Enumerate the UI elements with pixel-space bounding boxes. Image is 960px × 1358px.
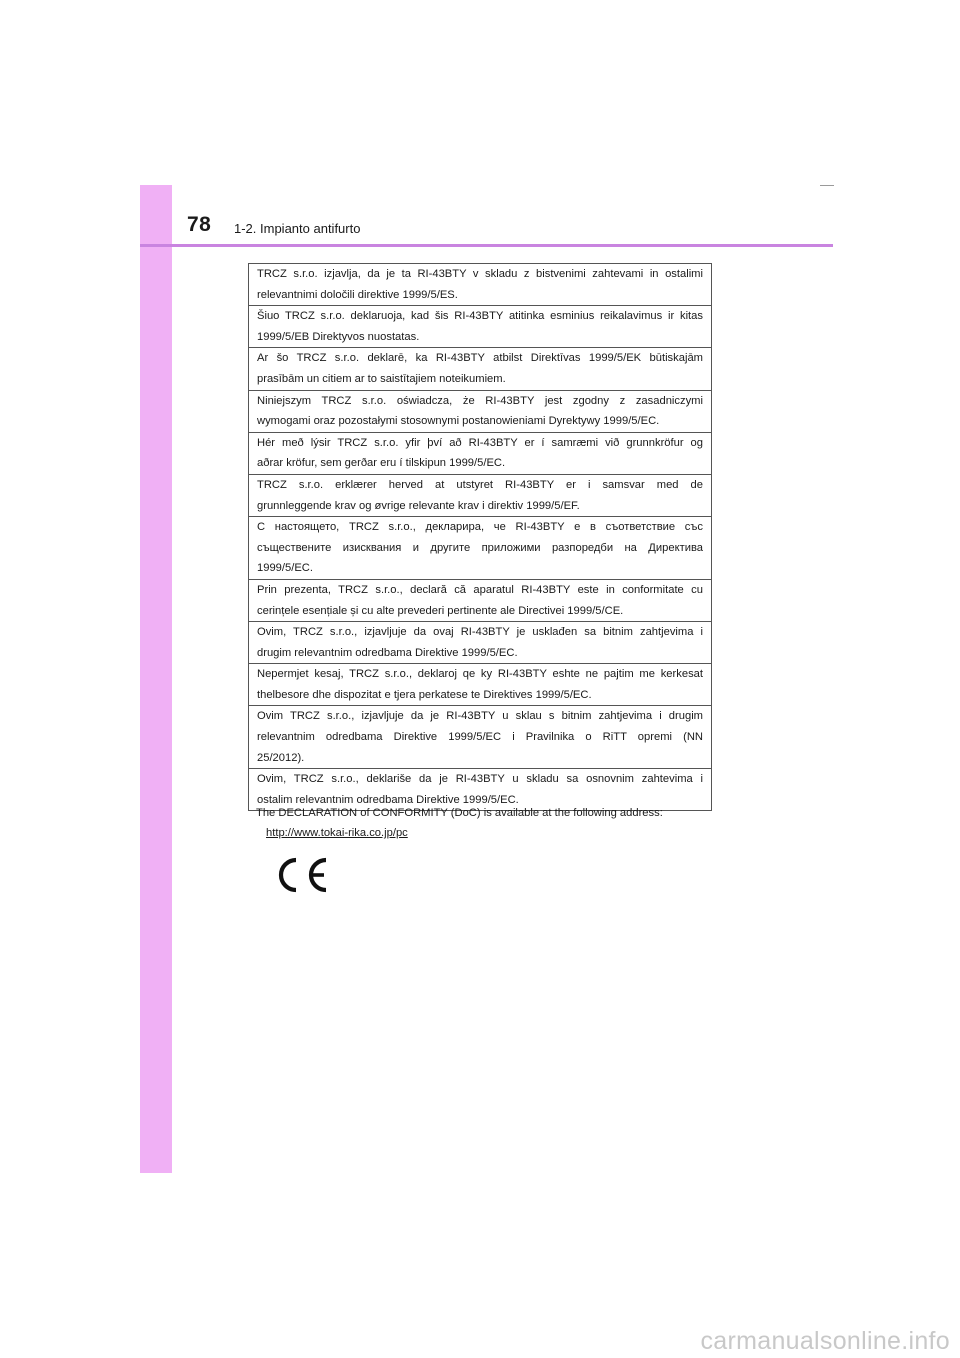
declaration-line: 25/2012). (257, 751, 305, 764)
declaration-line: TRCZ s.r.o. izjavlja, da je ta RI-43BTY v skladu z bistvenimi zahtevami in ostalimi (257, 268, 703, 280)
declaration-row (248, 391, 712, 433)
corner-mark (820, 185, 834, 186)
declaration-line: Ovim TRCZ s.r.o., izjavljuje da je RI-43BTY u sklau s bitnim zahtjevima i drugim (257, 710, 703, 723)
declaration-line: Šiuo TRCZ s.r.o. deklaruoja, kad šis RI-43BTY atitinka esminius reikalavimus ir kitas (257, 310, 703, 323)
section-title: 1-2. Impianto antifurto (234, 221, 361, 236)
declaration-line: Niniejszym TRCZ s.r.o. oświadcza, że RI-43BTY jest zgodny z zasadniczymi (257, 394, 703, 407)
declaration-row (248, 664, 712, 706)
declaration-row (248, 622, 712, 664)
declaration-row (248, 348, 712, 390)
declaration-row (248, 475, 712, 517)
declaration-row (248, 769, 712, 811)
side-tab (140, 185, 172, 1173)
declaration-line: ostalim relevantnim odredbama Direktive 1999/5/EC. (257, 793, 519, 806)
ce-mark-icon (272, 856, 330, 894)
declaration-row (248, 706, 712, 769)
declaration-line: Hér með lýsir TRCZ s.r.o. yfir því að RI-43BTY er í samræmi við grunnkröfur og (257, 436, 703, 449)
declaration-line: 1999/5/EC. (257, 562, 313, 575)
declaration-line: Ovim, TRCZ s.r.o., deklariše da je RI-43BTY u skladu sa osnovnim zahtevima i (257, 773, 703, 786)
declaration-row (248, 433, 712, 475)
page-number: 78 (187, 213, 212, 236)
declaration-line: 1999/5/EB Direktyvos nuostatas. (257, 330, 420, 343)
declaration-row (248, 306, 712, 348)
declaration-row (248, 517, 712, 580)
declaration-line: съществените изисквания и другите приложими разпоредби на Директива (257, 541, 703, 554)
declaration-line: aðrar kröfur, sem gerðar eru í tilskipun 1999/5/EC. (257, 457, 506, 470)
declaration-line: Ar šo TRCZ s.r.o. deklarē, ka RI-43BTY atbilst Direktīvas 1999/5/EK būtiskajām (257, 352, 703, 365)
declaration-line: Ovim, TRCZ s.r.o., izjavljuje da ovaj RI-43BTY je usklađen sa bitnim zahtjevima i (257, 626, 703, 639)
declaration-line: drugim relevantnim odredbama Direktive 1999/5/EC. (257, 646, 518, 659)
watermark: carmanualsonline.info (700, 1327, 950, 1355)
header-tab (140, 185, 172, 244)
doc-availability-note: The DECLARATION of CONFORMITY (DoC) is available at the following address: (256, 807, 663, 819)
declaration-line: cerințele esențiale și cu alte prevederi pertinente ale Directivei 1999/5/CE. (257, 604, 624, 617)
declaration-line: Nepermjet kesaj, TRCZ s.r.o., deklaroj qe ky RI-43BTY eshte ne pajtim me kerkesat (257, 668, 703, 681)
declaration-line: thelbesore dhe dispozitat e tjera perkatese te Direktives 1999/5/EC. (257, 688, 592, 701)
declaration-line: wymogami oraz pozostałymi stosownymi postanowieniami Dyrektywy 1999/5/EC. (257, 415, 660, 428)
declaration-line: grunnleggende krav og øvrige relevante krav i direktiv 1999/5/EF. (257, 499, 580, 512)
declaration-row (248, 264, 712, 306)
declaration-line: TRCZ s.r.o. erklærer herved at utstyret RI-43BTY er i samsvar med de (257, 478, 703, 491)
declaration-row (248, 580, 712, 622)
declaration-line: relevantnimi določili direktive 1999/5/ES. (257, 288, 458, 301)
declaration-line: prasībām un citiem ar to saistītajiem noteikumiem. (257, 372, 506, 385)
declaration-line: Prin prezenta, TRCZ s.r.o., declară că aparatul RI-43BTY este in conformitate cu (257, 583, 703, 596)
header-rule (140, 244, 833, 247)
declaration-line: С настоящето, TRCZ s.r.o., декларира, че RI-43BTY е в съответствие със (257, 521, 703, 534)
doc-link[interactable]: http://www.tokai-rika.co.jp/pc (266, 827, 408, 839)
declarations-table (248, 263, 712, 811)
declaration-line: relevantnim odredbama Direktive 1999/5/EC i Pravilnika o RiTT opremi (NN (257, 731, 703, 744)
